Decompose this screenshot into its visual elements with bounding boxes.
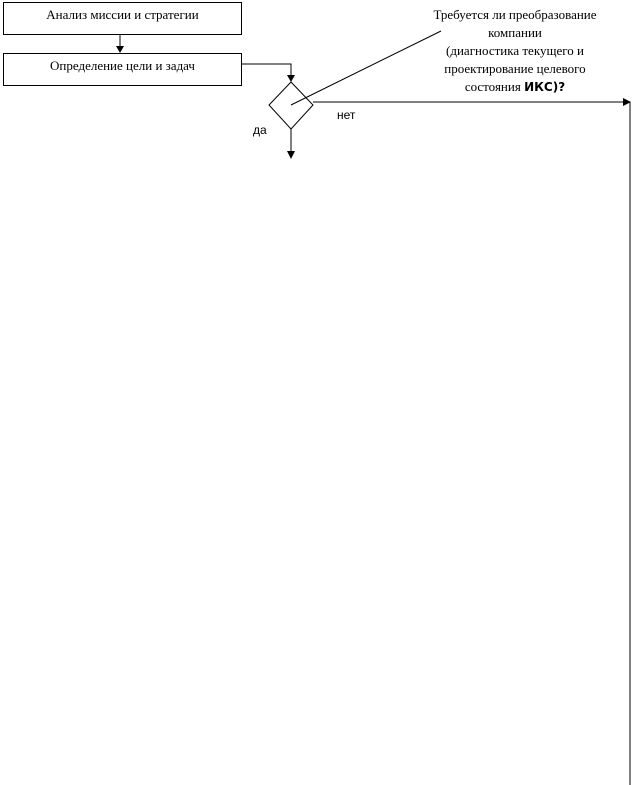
decision-question-line-3: (диагностика текущего и <box>446 43 584 58</box>
step-mission-analysis <box>3 2 242 35</box>
step-goals-definition <box>3 53 242 86</box>
arrow-goals-to-decision <box>242 64 291 80</box>
branch-label-yes: да <box>253 123 267 137</box>
decision-question-line-5 <box>405 78 625 96</box>
decision-question-line-1: Требуется ли преобразование <box>433 7 597 22</box>
step-mission-analysis-label: Анализ миссии и стратегии <box>46 7 199 22</box>
decision-question-line-5-prefix: состояния <box>464 79 525 94</box>
step-goals-definition-label: Определение цели и задач <box>50 58 195 73</box>
decision-question-line-5-bold: ИКС)? <box>524 80 566 94</box>
decision-question-callout <box>405 6 625 96</box>
decision-question-line-2: компании <box>488 25 542 40</box>
decision-question-line-4: проектирование целевого <box>444 61 586 76</box>
arrowhead-goals-to-decision <box>287 75 295 82</box>
arrowhead-yes-branch <box>287 151 295 159</box>
arrowhead-mission-to-goals <box>116 46 124 53</box>
decision-diamond <box>269 82 313 129</box>
branch-label-no: нет <box>337 108 356 122</box>
